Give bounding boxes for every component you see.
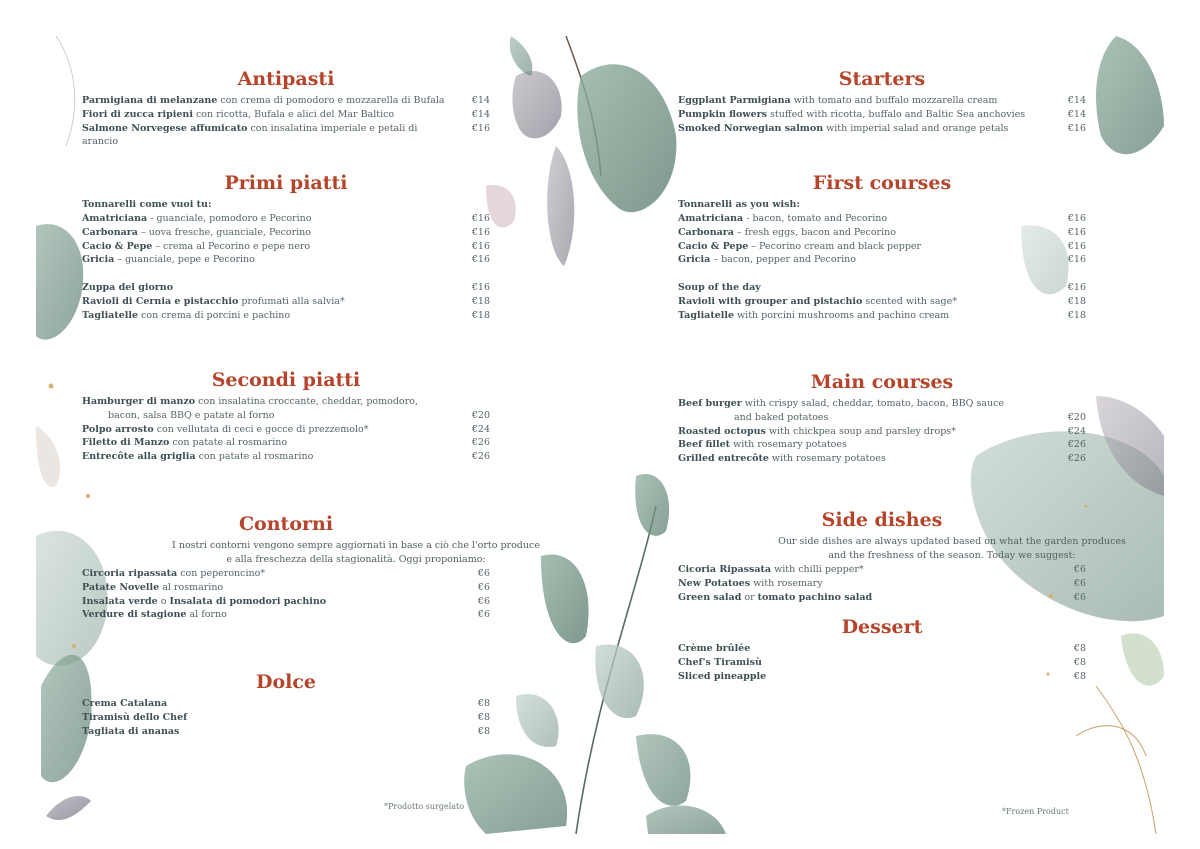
item-price: €26 bbox=[471, 451, 490, 463]
menu-item: Verdure di stagione al forno €6 bbox=[82, 609, 490, 621]
footnote: *Prodotto surgelato bbox=[384, 802, 465, 811]
menu-item: Cacio & Pepe – Pecorino cream and black pepper €16 bbox=[678, 240, 1086, 252]
menu-item: Chef's Tiramisù €8 bbox=[678, 656, 1086, 668]
menu-item: Tagliata di ananas €8 bbox=[82, 725, 490, 737]
menu-item: Filetto di Manzo con patate al rosmarino €26 bbox=[82, 437, 490, 449]
item-price: €16 bbox=[471, 122, 490, 134]
item-price: €20 bbox=[1067, 411, 1086, 423]
item-price: €8 bbox=[477, 698, 490, 709]
menu-item: Crema Catalana €8 bbox=[82, 698, 490, 709]
menu-item: Ravioli di Cernia e pistacchio profumati alla salvia* €18 bbox=[82, 295, 490, 307]
section-title: Main courses bbox=[810, 371, 954, 393]
menu-item: Polpo arrosto con vellutata di ceci e gocce di prezzemolo* €24 bbox=[82, 423, 490, 435]
menu-item: Entrecôte alla griglia con patate al rosmarino €26 bbox=[82, 451, 490, 463]
menu-item: Gricia – bacon, pepper and Pecorino €16 bbox=[678, 254, 1086, 266]
item-price: €26 bbox=[471, 437, 490, 449]
menu-item: Tiramisù dello Chef €8 bbox=[82, 711, 490, 723]
section-antipasti bbox=[82, 68, 490, 149]
section-title: Starters bbox=[838, 68, 926, 90]
section-side-dishes bbox=[678, 509, 1126, 604]
item-price: €18 bbox=[1067, 295, 1086, 307]
menu-item: Sliced pineapple €8 bbox=[678, 670, 1086, 682]
item-price: €8 bbox=[1073, 643, 1086, 654]
section-title: Dessert bbox=[841, 616, 923, 638]
section-title: Dolce bbox=[255, 671, 317, 693]
subheading: Tonnarelli as you wish: bbox=[678, 199, 800, 210]
menu-item: Tagliatelle with porcini mushrooms and pachino cream €18 bbox=[678, 309, 1086, 321]
item-price: €26 bbox=[1067, 439, 1086, 451]
item-price: €6 bbox=[1073, 564, 1086, 575]
item-price: €8 bbox=[1073, 670, 1086, 682]
item-price: €16 bbox=[471, 254, 490, 266]
item-price: €16 bbox=[471, 213, 490, 224]
section-intro: Our side dishes are always updated based on what the garden produces and the freshness of the season. Today we suggest: bbox=[778, 536, 1126, 561]
item-price: €16 bbox=[1067, 122, 1086, 134]
item-price: €18 bbox=[1067, 309, 1086, 321]
menu-item: Parmigiana di melanzane con crema di pomodoro e mozzarella di Bufala €14 bbox=[82, 95, 490, 106]
item-price: €24 bbox=[1067, 425, 1086, 437]
section-title: Contorni bbox=[238, 513, 334, 535]
menu-item: Fiori di zucca ripieni con ricotta, Bufala e alici del Mar Baltico €14 bbox=[82, 108, 490, 120]
section-title: Primi piatti bbox=[224, 172, 348, 194]
item-price: €8 bbox=[477, 711, 490, 723]
section-title: Secondi piatti bbox=[211, 369, 361, 391]
menu-item: Ravioli with grouper and pistachio scented with sage* €18 bbox=[678, 295, 1086, 307]
item-price: €18 bbox=[471, 295, 490, 307]
menu-item: Eggplant Parmigiana with tomato and buffalo mozzarella cream €14 bbox=[678, 95, 1086, 106]
item-price: €18 bbox=[471, 309, 490, 321]
menu-item: Gricia – guanciale, pepe e Pecorino €16 bbox=[82, 254, 490, 266]
item-price: €16 bbox=[1067, 282, 1086, 294]
item-price: €24 bbox=[471, 423, 490, 435]
section-secondi-piatti bbox=[82, 369, 490, 464]
section-intro: I nostri contorni vengono sempre aggiornati in base a ciò che l'orto produce e alla freschezza della stagionalità. Oggi proponiamo: bbox=[172, 540, 540, 565]
item-price: €6 bbox=[477, 581, 490, 593]
section-dolce bbox=[82, 671, 490, 738]
menu-item: Grilled entrecôte with rosemary potatoes €26 bbox=[678, 453, 1086, 465]
item-price: €16 bbox=[471, 282, 490, 294]
item-price: €6 bbox=[477, 609, 490, 621]
menu-item: Beef fillet with rosemary potatoes €26 bbox=[678, 439, 1086, 451]
menu-item: Zuppa del giorno €16 bbox=[82, 282, 490, 294]
menu-item: Soup of the day €16 bbox=[678, 282, 1086, 294]
menu-item: Roasted octopus with chickpea soup and parsley drops* €24 bbox=[678, 425, 1086, 437]
italian-menu-page bbox=[82, 36, 540, 834]
item-price: €14 bbox=[1067, 95, 1086, 106]
item-price: €16 bbox=[1067, 254, 1086, 266]
item-price: €8 bbox=[477, 725, 490, 737]
footnote: *Frozen Product bbox=[1002, 807, 1069, 816]
section-starters bbox=[678, 68, 1086, 135]
section-contorni bbox=[82, 513, 540, 622]
item-price: €16 bbox=[1067, 213, 1086, 224]
menu-item: Carbonara – fresh eggs, bacon and Pecorino €16 bbox=[678, 226, 1086, 238]
section-primi-piatti bbox=[82, 172, 490, 323]
section-title: Antipasti bbox=[237, 68, 335, 90]
menu-item: Circoria ripassata con peperoncino* €6 bbox=[82, 568, 490, 579]
menu-item: Patate Novelle al rosmarino €6 bbox=[82, 581, 490, 593]
menu-sheet bbox=[36, 36, 1164, 834]
section-title: Side dishes bbox=[821, 509, 943, 531]
item-price: €6 bbox=[1073, 591, 1086, 603]
menu-item: Carbonara – uova fresche, guanciale, Pecorino €16 bbox=[82, 226, 490, 238]
item-price: €20 bbox=[471, 409, 490, 421]
section-dessert bbox=[678, 616, 1086, 683]
menu-item: Smoked Norwegian salmon with imperial salad and orange petals €16 bbox=[678, 122, 1086, 134]
menu-item: Salmone Norvegese affumicato con insalatina imperiale e petali di arancio €16 bbox=[82, 122, 490, 148]
menu-item: Pumpkin flowers stuffed with ricotta, buffalo and Baltic Sea anchovies €14 bbox=[678, 108, 1086, 120]
menu-item: Cacio & Pepe – crema al Pecorino e pepe nero €16 bbox=[82, 240, 490, 252]
item-price: €6 bbox=[477, 595, 490, 607]
english-menu-page bbox=[678, 36, 1126, 834]
section-first-courses bbox=[678, 172, 1086, 323]
item-price: €6 bbox=[477, 568, 490, 579]
subheading: Tonnarelli come vuoi tu: bbox=[82, 199, 212, 210]
menu-item: Amatriciana - guanciale, pomodoro e Pecorino €16 bbox=[82, 213, 490, 224]
menu-item: Beef burger with crispy salad, cheddar, tomato, bacon, BBQ sauce and baked potatoes €20 bbox=[678, 398, 1086, 423]
item-price: €14 bbox=[471, 108, 490, 120]
item-price: €16 bbox=[471, 226, 490, 238]
menu-item: Crème brûlée €8 bbox=[678, 643, 1086, 654]
menu-item: Tagliatelle con crema di porcini e pachino €18 bbox=[82, 309, 490, 321]
item-price: €16 bbox=[1067, 240, 1086, 252]
menu-item: Green salad or tomato pachino salad €6 bbox=[678, 591, 1086, 603]
menu-item: Amatriciana - bacon, tomato and Pecorino €16 bbox=[678, 213, 1086, 224]
menu-item: Insalata verde o Insalata di pomodori pachino €6 bbox=[82, 595, 490, 607]
item-price: €6 bbox=[1073, 577, 1086, 589]
item-price: €8 bbox=[1073, 656, 1086, 668]
item-price: €16 bbox=[471, 240, 490, 252]
item-price: €14 bbox=[471, 95, 490, 106]
section-main-courses bbox=[678, 371, 1086, 466]
menu-item: Cicoria Ripassata with chilli pepper* €6 bbox=[678, 564, 1086, 575]
item-price: €14 bbox=[1067, 108, 1086, 120]
item-price: €16 bbox=[1067, 226, 1086, 238]
menu-item: New Potatoes with rosemary €6 bbox=[678, 577, 1086, 589]
item-price: €26 bbox=[1067, 453, 1086, 465]
section-title: First courses bbox=[812, 172, 952, 194]
menu-item: Hamburger di manzo con insalatina croccante, cheddar, pomodoro, bacon, salsa BBQ e patate al forno €20 bbox=[82, 396, 490, 421]
